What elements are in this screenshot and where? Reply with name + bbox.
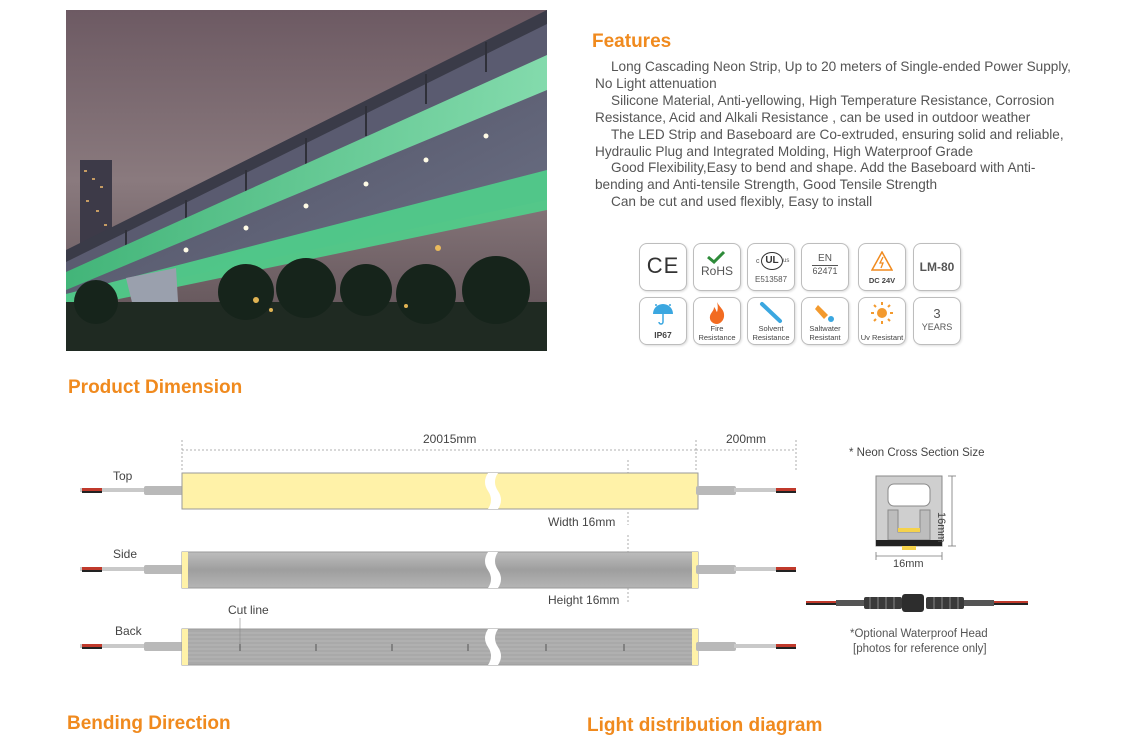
ce-badge	[639, 243, 687, 291]
back-view-label: Back	[115, 624, 142, 638]
cable-dimension: 200mm	[726, 432, 767, 446]
bridge-photo	[66, 10, 547, 351]
solvent-icon	[758, 301, 784, 325]
ul-badge	[747, 243, 795, 291]
lm80-label: LM-80	[919, 260, 955, 274]
strip-back-view	[80, 618, 796, 665]
dimension-drawing	[80, 430, 810, 670]
uv-resistant-label: Uv Resistant	[860, 332, 904, 342]
saltwater-resistant-badge	[801, 297, 849, 345]
product-dimension-title: Product Dimension	[68, 377, 243, 398]
dc-badge	[858, 243, 906, 291]
length-dimension: 20015mm	[423, 432, 477, 446]
flame-icon	[706, 301, 728, 325]
feature-item: Silicone Material, Anti-yellowing, High Temperature Resistance, Corrosion Resistance, Acid and Alkali Resistance , can be used in outdoor weather	[595, 92, 1055, 125]
saltwater-resistant-label: Saltwater Resistant	[809, 324, 841, 342]
lm80-badge	[913, 243, 961, 291]
cross-section-title: * Neon Cross Section Size	[849, 447, 985, 459]
uv-resistant-badge	[858, 297, 906, 345]
strip-side-view	[80, 552, 796, 588]
feature-item: Can be cut and used flexibly, Easy to install	[611, 194, 873, 210]
strip-top-view	[80, 473, 796, 509]
top-view-label: Top	[113, 469, 133, 483]
fire-resistance-label: Fire Resistance	[698, 324, 736, 342]
warning-icon	[871, 251, 893, 271]
rohs-label: RoHS	[700, 264, 733, 278]
warranty-years: 3	[933, 306, 941, 321]
features-title: Features	[592, 31, 672, 52]
cross-width-label: 16mm	[893, 558, 924, 570]
features-list	[595, 59, 1075, 211]
ip67-label: IP67	[654, 329, 672, 340]
waterproof-connector-drawing	[806, 592, 1028, 614]
ul-c: c	[756, 258, 760, 265]
fire-resistance-badge	[693, 297, 741, 345]
ul-logo-icon: UL	[761, 252, 783, 270]
width-dimension: Width 16mm	[548, 515, 616, 529]
optional-head-note: [photos for reference only]	[853, 643, 987, 655]
side-view-label: Side	[113, 547, 138, 561]
umbrella-icon	[651, 302, 675, 326]
optional-head-label: *Optional Waterproof Head	[850, 628, 988, 640]
en-badge	[801, 243, 849, 291]
en-label: EN	[818, 253, 832, 264]
en-number: 62471	[812, 266, 838, 276]
ul-us: us	[783, 258, 790, 264]
rohs-badge	[693, 243, 741, 291]
light-distribution-title: Light distribution diagram	[587, 715, 823, 736]
ce-mark: CE	[646, 253, 680, 278]
cut-line-label: Cut line	[228, 603, 269, 617]
warranty-label: YEARS	[921, 322, 953, 332]
ul-file: E513587	[754, 275, 788, 284]
solvent-resistance-badge	[747, 297, 795, 345]
feature-item: Long Cascading Neon Strip, Up to 20 meters of Single-ended Power Supply, No Light attenuation	[595, 59, 1071, 91]
saltwater-icon	[812, 301, 838, 325]
cross-height-label: 16mm	[935, 512, 947, 543]
bending-direction-title: Bending Direction	[67, 713, 231, 734]
height-dimension: Height 16mm	[548, 593, 620, 607]
feature-item: Good Flexibility,Easy to bend and shape. Add the Baseboard with Anti-bending and Anti-tensile Strength, Good Tensile Strength	[595, 160, 1036, 193]
sun-icon	[870, 301, 894, 325]
ip67-badge	[639, 297, 687, 345]
feature-item: The LED Strip and Baseboard are Co-extruded, ensuring solid and reliable, Hydraulic Plug and Integrated Molding, High Waterproof Grade	[595, 126, 1064, 159]
solvent-resistance-label: Solvent Resistance	[752, 324, 790, 342]
warranty-badge	[913, 297, 961, 345]
check-icon	[706, 250, 726, 264]
dc-label: DC 24V	[868, 276, 896, 285]
